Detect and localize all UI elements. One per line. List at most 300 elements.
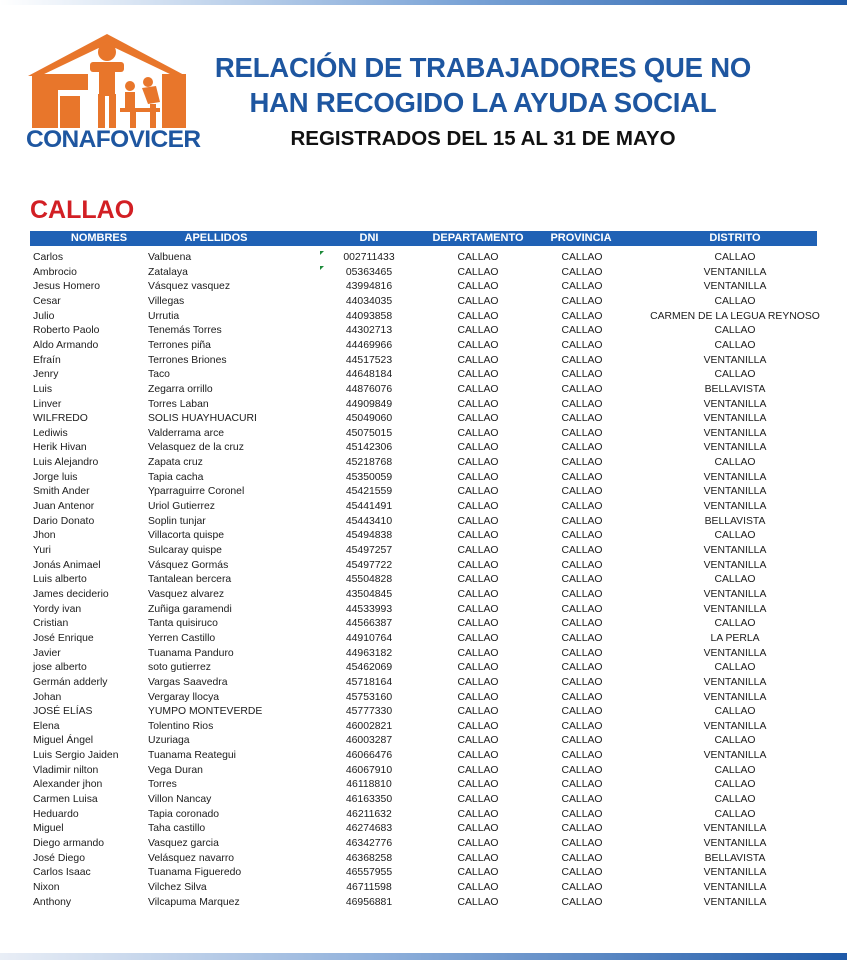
cell-provincia: CALLAO xyxy=(561,471,603,483)
cell-departamento: CALLAO xyxy=(457,354,499,366)
cell-apellidos: Vasquez garcia xyxy=(148,838,219,849)
table-row xyxy=(0,793,847,808)
table-row xyxy=(0,559,847,574)
cell-dni: 44034035 xyxy=(345,295,393,307)
cell-provincia: CALLAO xyxy=(561,603,603,615)
cell-dni: 45718164 xyxy=(345,676,393,688)
table-row xyxy=(0,647,847,662)
cell-dni: 002711433 xyxy=(343,252,395,263)
page-title xyxy=(200,50,766,120)
header-departamento: DEPARTAMENTO xyxy=(432,232,524,244)
cell-distrito: VENTANILLA xyxy=(703,354,767,366)
cell-provincia: CALLAO xyxy=(561,823,603,835)
cell-dni: 46118810 xyxy=(346,779,392,791)
cell-nombre: Cesar xyxy=(33,295,61,307)
cell-departamento: CALLAO xyxy=(457,252,499,263)
cell-distrito: VENTANILLA xyxy=(703,867,767,879)
cell-distrito: CALLAO xyxy=(714,457,756,469)
cell-nombre: Diego armando xyxy=(33,838,105,849)
cell-departamento: CALLAO xyxy=(457,325,499,337)
cell-provincia: CALLAO xyxy=(561,442,603,454)
cell-nombre: Johan xyxy=(33,691,62,703)
cell-apellidos: Vásquez Gormás xyxy=(148,559,229,571)
cell-departamento: CALLAO xyxy=(457,588,499,600)
table-row xyxy=(0,324,847,339)
cell-dni: 45421559 xyxy=(345,486,393,498)
cell-distrito: VENTANILLA xyxy=(703,427,767,439)
cell-provincia: CALLAO xyxy=(561,794,603,806)
cell-distrito: LA PERLA xyxy=(710,632,760,644)
cell-dni: 46274683 xyxy=(345,823,393,835)
cell-provincia: CALLAO xyxy=(561,354,603,366)
cell-nombre: José Enrique xyxy=(33,632,94,644)
cell-nombre: Julio xyxy=(33,310,55,322)
cell-departamento: CALLAO xyxy=(457,647,499,659)
cell-provincia: CALLAO xyxy=(561,281,603,293)
table-row xyxy=(0,266,847,281)
cell-apellidos: Terrones Briones xyxy=(148,354,227,366)
cell-apellidos: Zatalaya xyxy=(148,266,188,278)
table-row xyxy=(0,720,847,735)
cell-departamento: CALLAO xyxy=(457,764,499,776)
cell-dni: 46342776 xyxy=(345,838,393,849)
cell-provincia: CALLAO xyxy=(561,662,603,674)
cell-nombre: Jonás Animael xyxy=(33,559,101,571)
table-row xyxy=(0,661,847,676)
cell-distrito: CALLAO xyxy=(714,779,756,791)
cell-departamento: CALLAO xyxy=(457,867,499,879)
cell-nombre: Dario Donato xyxy=(33,515,95,527)
cell-departamento: CALLAO xyxy=(457,427,499,439)
cell-apellidos: Velasquez de la cruz xyxy=(148,442,244,454)
cell-dni: 44469966 xyxy=(345,339,393,351)
cell-departamento: CALLAO xyxy=(457,486,499,498)
cell-apellidos: Tapia coronado xyxy=(148,808,220,820)
cell-apellidos: Valderrama arce xyxy=(148,427,225,439)
cell-departamento: CALLAO xyxy=(457,662,499,674)
cell-provincia: CALLAO xyxy=(561,574,603,586)
cell-provincia: CALLAO xyxy=(561,691,603,703)
cell-provincia: CALLAO xyxy=(561,486,603,498)
cell-provincia: CALLAO xyxy=(561,295,603,307)
cell-nombre: James deciderio xyxy=(33,588,109,600)
cell-dni: 44648184 xyxy=(345,369,393,381)
title-line-1: RELACIÓN DE TRABAJADORES QUE NO xyxy=(214,52,752,83)
cell-apellidos: Vasquez alvarez xyxy=(148,588,225,600)
cell-distrito: BELLAVISTA xyxy=(704,852,766,864)
header-provincia: PROVINCIA xyxy=(550,232,612,244)
cell-distrito: VENTANILLA xyxy=(703,750,767,762)
cell-departamento: CALLAO xyxy=(457,676,499,688)
cell-apellidos: Vilchez Silva xyxy=(148,881,207,893)
cell-provincia: CALLAO xyxy=(561,720,603,732)
cell-nombre: Yordy ivan xyxy=(33,603,82,615)
cell-nombre: Nixon xyxy=(33,881,60,893)
table-row xyxy=(0,427,847,442)
cell-nombre: Ambrocio xyxy=(33,266,77,278)
cell-apellidos: YUMPO MONTEVERDE xyxy=(148,706,263,718)
table-row xyxy=(0,500,847,515)
cell-apellidos: Uzuriaga xyxy=(148,735,190,747)
cell-nombre: Juan Antenor xyxy=(33,501,95,513)
table-header xyxy=(30,231,817,246)
logo-house-icon xyxy=(24,30,190,130)
cell-dni: 45753160 xyxy=(345,691,393,703)
cell-provincia: CALLAO xyxy=(561,588,603,600)
cell-distrito: VENTANILLA xyxy=(703,545,767,556)
cell-dni: 45497722 xyxy=(345,559,393,571)
conafovicer-logo xyxy=(24,30,201,158)
cell-departamento: CALLAO xyxy=(457,266,499,278)
cell-distrito: VENTANILLA xyxy=(703,691,767,703)
cell-provincia: CALLAO xyxy=(561,735,603,747)
cell-distrito: CALLAO xyxy=(714,369,756,381)
cell-nombre: Luis Alejandro xyxy=(33,457,99,469)
table-row xyxy=(0,544,847,559)
cell-nombre: Heduardo xyxy=(33,808,79,820)
table-row xyxy=(0,354,847,369)
cell-provincia: CALLAO xyxy=(561,457,603,469)
cell-distrito: CALLAO xyxy=(714,618,756,630)
cell-apellidos: Vargas Saavedra xyxy=(148,676,228,688)
cell-nombre: Jhon xyxy=(33,530,56,542)
cell-distrito: VENTANILLA xyxy=(703,896,767,908)
header-distrito: DISTRITO xyxy=(709,232,761,244)
cell-dni: 46002821 xyxy=(345,720,393,732)
table-row xyxy=(0,339,847,354)
cell-dni: 46368258 xyxy=(345,852,393,864)
cell-departamento: CALLAO xyxy=(457,515,499,527)
cell-nombre: Lediwis xyxy=(33,427,68,439)
cell-distrito: CARMEN DE LA LEGUA REYNOSO xyxy=(650,310,820,322)
table-row xyxy=(0,456,847,471)
cell-departamento: CALLAO xyxy=(457,530,499,542)
cell-provincia: CALLAO xyxy=(561,881,603,893)
cell-nombre: Luis Sergio Jaiden xyxy=(33,750,119,762)
table-row xyxy=(0,412,847,427)
cell-nombre: Carlos xyxy=(33,252,64,263)
cell-distrito: VENTANILLA xyxy=(703,442,767,454)
table-row xyxy=(0,617,847,632)
cell-departamento: CALLAO xyxy=(457,750,499,762)
cell-departamento: CALLAO xyxy=(457,559,499,571)
table-row xyxy=(0,368,847,383)
cell-apellidos: Sulcaray quispe xyxy=(148,545,222,556)
cell-apellidos: Tolentino Rios xyxy=(148,720,214,732)
table-row xyxy=(0,808,847,823)
cell-nombre: Aldo Armando xyxy=(33,339,99,351)
cell-dni: 46163350 xyxy=(345,794,393,806)
cell-distrito: CALLAO xyxy=(714,295,756,307)
header-nombres: NOMBRES xyxy=(70,232,128,244)
cell-nombre: Smith Ander xyxy=(33,486,90,498)
table-row xyxy=(0,866,847,881)
cell-departamento: CALLAO xyxy=(457,632,499,644)
table-row xyxy=(0,778,847,793)
cell-departamento: CALLAO xyxy=(457,369,499,381)
bottom-accent-bar xyxy=(0,953,847,960)
table-row xyxy=(0,529,847,544)
cell-provincia: CALLAO xyxy=(561,325,603,337)
cell-apellidos: Tantalean bercera xyxy=(148,574,232,586)
cell-distrito: CALLAO xyxy=(714,808,756,820)
cell-provincia: CALLAO xyxy=(561,750,603,762)
cell-nombre: Carmen Luisa xyxy=(33,794,98,806)
cell-distrito: CALLAO xyxy=(714,530,756,542)
cell-departamento: CALLAO xyxy=(457,618,499,630)
cell-nombre: Jenry xyxy=(33,369,59,381)
cell-distrito: VENTANILLA xyxy=(703,823,767,835)
table-row xyxy=(0,383,847,398)
cell-nombre: Vladimir nilton xyxy=(33,764,99,776)
cell-apellidos: Uriol Gutierrez xyxy=(148,501,215,513)
cell-dni: 45049060 xyxy=(345,413,393,425)
cell-provincia: CALLAO xyxy=(561,779,603,791)
cell-nombre: Miguel xyxy=(33,823,64,835)
cell-departamento: CALLAO xyxy=(457,545,499,556)
table-row xyxy=(0,280,847,295)
cell-dni: 45218768 xyxy=(345,457,393,469)
cell-apellidos: Vergaray llocya xyxy=(148,691,220,703)
cell-nombre: Elena xyxy=(33,720,60,732)
cell-dni: 45075015 xyxy=(345,427,393,439)
cell-distrito: CALLAO xyxy=(714,252,756,263)
cell-apellidos: Vásquez vasquez xyxy=(148,281,231,293)
cell-apellidos: Taha castillo xyxy=(148,823,206,835)
cell-apellidos: Tuanama Panduro xyxy=(148,647,234,659)
cell-dni: 44910764 xyxy=(345,632,393,644)
cell-provincia: CALLAO xyxy=(561,398,603,410)
cell-departamento: CALLAO xyxy=(457,457,499,469)
table-row xyxy=(0,441,847,456)
cell-nombre: Cristian xyxy=(33,618,69,630)
cell-distrito: VENTANILLA xyxy=(703,266,767,278)
cell-provincia: CALLAO xyxy=(561,706,603,718)
cell-provincia: CALLAO xyxy=(561,266,603,278)
cell-departamento: CALLAO xyxy=(457,281,499,293)
cell-apellidos: Tanta quisiruco xyxy=(148,618,218,630)
table-row xyxy=(0,896,847,911)
cell-distrito: BELLAVISTA xyxy=(704,515,766,527)
table-row xyxy=(0,705,847,720)
table-row xyxy=(0,822,847,837)
cell-departamento: CALLAO xyxy=(457,852,499,864)
cell-departamento: CALLAO xyxy=(457,896,499,908)
cell-dni: 45350059 xyxy=(345,471,393,483)
cell-apellidos: Soplin tunjar xyxy=(148,515,206,527)
cell-departamento: CALLAO xyxy=(457,339,499,351)
cell-dni: 44093858 xyxy=(345,310,393,322)
cell-provincia: CALLAO xyxy=(561,413,603,425)
table-row xyxy=(0,632,847,647)
cell-apellidos: Villacorta quispe xyxy=(148,530,225,542)
cell-provincia: CALLAO xyxy=(561,896,603,908)
cell-apellidos: Valbuena xyxy=(148,252,192,263)
cell-distrito: VENTANILLA xyxy=(703,603,767,615)
cell-departamento: CALLAO xyxy=(457,720,499,732)
table-row xyxy=(0,471,847,486)
cell-distrito: CALLAO xyxy=(714,339,756,351)
cell-departamento: CALLAO xyxy=(457,471,499,483)
cell-distrito: VENTANILLA xyxy=(703,881,767,893)
cell-departamento: CALLAO xyxy=(457,574,499,586)
cell-dni: 44909849 xyxy=(345,398,393,410)
cell-apellidos: Zuñiga garamendi xyxy=(148,603,232,615)
table-row xyxy=(0,749,847,764)
cell-provincia: CALLAO xyxy=(561,764,603,776)
cell-provincia: CALLAO xyxy=(561,808,603,820)
cell-distrito: CALLAO xyxy=(714,325,756,337)
cell-provincia: CALLAO xyxy=(561,369,603,381)
cell-dni: 45497257 xyxy=(345,545,393,556)
header-apellidos: APELLIDOS xyxy=(184,232,248,244)
cell-dni: 45777330 xyxy=(345,706,393,718)
cell-apellidos: Villon Nancay xyxy=(148,794,212,806)
cell-dni: 45504828 xyxy=(345,574,393,586)
cell-dni: 46711598 xyxy=(346,881,392,893)
cell-dni: 45441491 xyxy=(345,501,393,513)
cell-nombre: Jorge luis xyxy=(33,471,78,483)
cell-provincia: CALLAO xyxy=(561,427,603,439)
cell-apellidos: Tapia cacha xyxy=(148,471,204,483)
cell-dni: 45443410 xyxy=(345,515,393,527)
table-row xyxy=(0,515,847,530)
cell-departamento: CALLAO xyxy=(457,735,499,747)
cell-nombre: Luis xyxy=(33,383,53,395)
cell-apellidos: SOLIS HUAYHUACURI xyxy=(148,413,257,425)
cell-provincia: CALLAO xyxy=(561,252,603,263)
cell-provincia: CALLAO xyxy=(561,852,603,864)
cell-apellidos: Velásquez navarro xyxy=(148,852,235,864)
cell-distrito: VENTANILLA xyxy=(703,471,767,483)
cell-apellidos: Torres xyxy=(148,779,177,791)
cell-departamento: CALLAO xyxy=(457,794,499,806)
cell-distrito: VENTANILLA xyxy=(703,281,767,293)
cell-apellidos: Yparraguirre Coronel xyxy=(148,486,245,498)
cell-distrito: CALLAO xyxy=(714,735,756,747)
cell-distrito: BELLAVISTA xyxy=(704,383,766,395)
cell-distrito: VENTANILLA xyxy=(703,838,767,849)
cell-dni: 43504845 xyxy=(345,588,393,600)
cell-departamento: CALLAO xyxy=(457,823,499,835)
cell-provincia: CALLAO xyxy=(561,339,603,351)
cell-departamento: CALLAO xyxy=(457,808,499,820)
cell-apellidos: Zapata cruz xyxy=(148,457,203,469)
cell-nombre: Yuri xyxy=(33,545,51,556)
cell-dni: 05363465 xyxy=(345,266,393,278)
cell-dni: 43994816 xyxy=(345,281,393,293)
cell-apellidos: Villegas xyxy=(148,295,185,307)
cell-distrito: CALLAO xyxy=(714,764,756,776)
table-row xyxy=(0,251,847,266)
cell-nombre: Germán adderly xyxy=(33,676,108,688)
cell-nombre: Anthony xyxy=(33,896,72,908)
cell-provincia: CALLAO xyxy=(561,559,603,571)
table-row xyxy=(0,310,847,325)
cell-nombre: JOSÉ ELÍAS xyxy=(33,706,93,718)
cell-nombre: jose alberto xyxy=(33,662,87,674)
cell-provincia: CALLAO xyxy=(561,838,603,849)
cell-departamento: CALLAO xyxy=(457,398,499,410)
cell-distrito: VENTANILLA xyxy=(703,588,767,600)
cell-apellidos: Yerren Castillo xyxy=(148,632,216,644)
cell-provincia: CALLAO xyxy=(561,310,603,322)
cell-apellidos: Terrones piña xyxy=(148,339,211,351)
cell-departamento: CALLAO xyxy=(457,603,499,615)
cell-provincia: CALLAO xyxy=(561,632,603,644)
cell-nombre: Linver xyxy=(33,398,62,410)
cell-dni: 44963182 xyxy=(345,647,393,659)
cell-apellidos: Taco xyxy=(148,369,170,381)
cell-apellidos: Tuanama Figueredo xyxy=(148,867,242,879)
table-row xyxy=(0,676,847,691)
cell-departamento: CALLAO xyxy=(457,706,499,718)
header-dni: DNI xyxy=(359,232,379,244)
cell-distrito: VENTANILLA xyxy=(703,413,767,425)
table-row xyxy=(0,837,847,852)
cell-dni: 44517523 xyxy=(345,354,393,366)
cell-provincia: CALLAO xyxy=(561,618,603,630)
cell-distrito: VENTANILLA xyxy=(703,559,767,571)
cell-provincia: CALLAO xyxy=(561,530,603,542)
cell-distrito: CALLAO xyxy=(714,794,756,806)
cell-departamento: CALLAO xyxy=(457,442,499,454)
cell-distrito: CALLAO xyxy=(714,574,756,586)
cell-nombre: Alexander jhon xyxy=(33,779,103,791)
cell-departamento: CALLAO xyxy=(457,310,499,322)
cell-nombre: Carlos Isaac xyxy=(33,867,91,879)
cell-apellidos: Tenemás Torres xyxy=(148,325,222,337)
cell-nombre: Herik Hivan xyxy=(33,442,87,454)
cell-apellidos: Tuanama Reategui xyxy=(148,750,236,762)
cell-departamento: CALLAO xyxy=(457,881,499,893)
cell-provincia: CALLAO xyxy=(561,676,603,688)
table-row xyxy=(0,398,847,413)
cell-nombre: Efraín xyxy=(33,354,61,366)
cell-dni: 44533993 xyxy=(345,603,393,615)
cell-apellidos: Vilcapuma Marquez xyxy=(148,896,240,908)
top-accent-bar xyxy=(0,0,847,5)
cell-distrito: CALLAO xyxy=(714,706,756,718)
logo-wordmark: CONAFOVICER xyxy=(26,126,201,153)
cell-provincia: CALLAO xyxy=(561,867,603,879)
cell-departamento: CALLAO xyxy=(457,501,499,513)
table-row xyxy=(0,485,847,500)
table-row xyxy=(0,573,847,588)
cell-departamento: CALLAO xyxy=(457,779,499,791)
cell-comment-marker-icon xyxy=(320,251,324,255)
cell-distrito: VENTANILLA xyxy=(703,720,767,732)
table-row xyxy=(0,881,847,896)
cell-nombre: Luis alberto xyxy=(33,574,87,586)
cell-dni: 46956881 xyxy=(345,896,393,908)
cell-provincia: CALLAO xyxy=(561,501,603,513)
cell-apellidos: soto gutierrez xyxy=(148,662,211,674)
cell-departamento: CALLAO xyxy=(457,383,499,395)
cell-nombre: Miguel Ángel xyxy=(33,735,94,747)
cell-departamento: CALLAO xyxy=(457,691,499,703)
cell-provincia: CALLAO xyxy=(561,647,603,659)
cell-distrito: VENTANILLA xyxy=(703,398,767,410)
table-row xyxy=(0,295,847,310)
cell-departamento: CALLAO xyxy=(457,413,499,425)
cell-distrito: VENTANILLA xyxy=(703,501,767,513)
table-row xyxy=(0,691,847,706)
table-row xyxy=(0,734,847,749)
cell-dni: 44566387 xyxy=(345,618,393,630)
cell-apellidos: Urrutia xyxy=(148,310,180,322)
table-row xyxy=(0,764,847,779)
